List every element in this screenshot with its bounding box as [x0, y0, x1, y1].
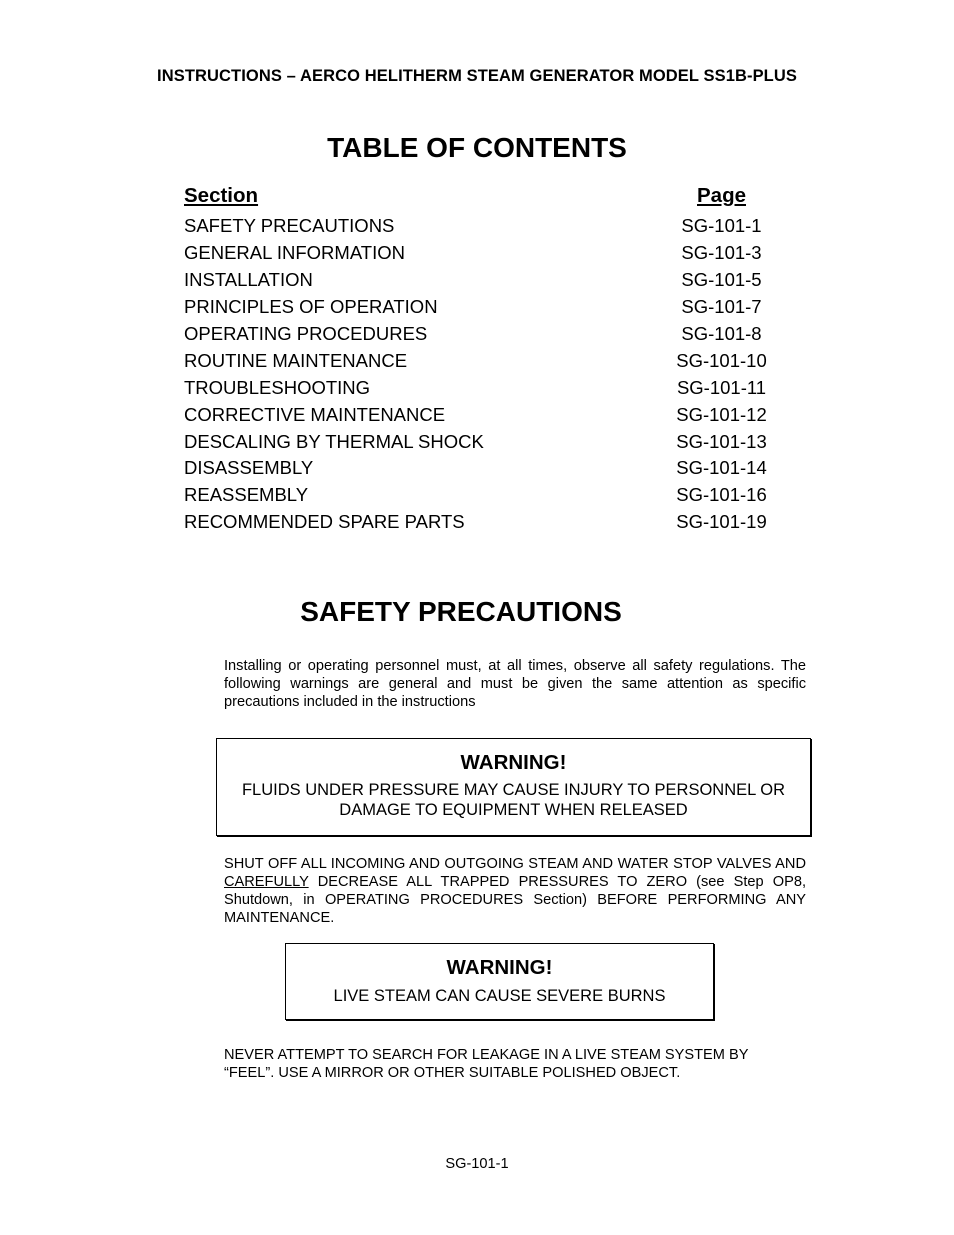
toc-section-heading: Section — [184, 184, 259, 207]
warning-box-pressure — [216, 738, 811, 836]
toc-row — [184, 377, 768, 404]
toc-section-name: CORRECTIVE MAINTENANCE — [184, 404, 446, 425]
toc-page-number: SG-101-1 — [681, 215, 762, 236]
toc-section-name: DISASSEMBLY — [184, 457, 314, 478]
warning-text-line: DAMAGE TO EQUIPMENT WHEN RELEASED — [339, 801, 688, 819]
toc-section-name: ROUTINE MAINTENANCE — [184, 350, 408, 371]
toc-row — [184, 457, 768, 484]
toc-page-number: SG-101-10 — [676, 350, 767, 371]
toc-page-number: SG-101-3 — [681, 242, 762, 263]
toc-page-number: SG-101-11 — [676, 377, 767, 398]
toc-section-name: TROUBLESHOOTING — [184, 377, 371, 398]
document-header: INSTRUCTIONS – AERCO HELITHERM STEAM GENERATOR MODEL SS1B-PLUS — [157, 67, 797, 85]
toc-row — [184, 350, 768, 377]
leak-search-line: “FEEL”. USE A MIRROR OR OTHER SUITABLE POLISHED OBJECT. — [224, 1065, 681, 1081]
warning-text-line: FLUIDS UNDER PRESSURE MAY CAUSE INJURY TO PERSONNEL OR — [241, 781, 786, 799]
toc-page-number: SG-101-16 — [676, 484, 767, 505]
toc-row — [184, 484, 768, 511]
toc-row — [184, 511, 768, 538]
toc-section-name: SAFETY PRECAUTIONS — [184, 215, 395, 236]
toc-section-name: RECOMMENDED SPARE PARTS — [184, 511, 465, 532]
toc-title: TABLE OF CONTENTS — [327, 132, 627, 163]
safety-title: SAFETY PRECAUTIONS — [300, 596, 622, 627]
warning-text-line: LIVE STEAM CAN CAUSE SEVERE BURNS — [333, 987, 666, 1005]
toc-page-heading: Page — [697, 184, 746, 207]
toc-page-number: SG-101-14 — [676, 457, 767, 478]
safety-intro-paragraph: Installing or operating personnel must, at all times, observe all safety regulations. The following warnings are general and must be given the same attention as specific precautions included in the instructions — [224, 658, 806, 710]
toc-row — [184, 242, 768, 269]
toc-row — [184, 404, 768, 431]
shutoff-paragraph — [224, 855, 806, 927]
toc-page-number: SG-101-19 — [676, 511, 767, 532]
toc-section-name: GENERAL INFORMATION — [184, 242, 405, 263]
toc-section-name: PRINCIPLES OF OPERATION — [184, 296, 438, 317]
toc-page-number: SG-101-7 — [681, 296, 762, 317]
toc-section-name: REASSEMBLY — [184, 484, 309, 505]
shutoff-emphasis: CAREFULLY — [224, 874, 309, 890]
toc-section-name: OPERATING PROCEDURES — [184, 323, 428, 344]
toc-section-name: INSTALLATION — [184, 269, 313, 290]
toc-page-number: SG-101-13 — [676, 431, 767, 452]
page-number-footer: SG-101-1 — [445, 1156, 509, 1172]
leak-search-line: NEVER ATTEMPT TO SEARCH FOR LEAKAGE IN A LIVE STEAM SYSTEM BY — [224, 1047, 749, 1063]
toc-page-number: SG-101-12 — [676, 404, 767, 425]
toc-page-number: SG-101-5 — [681, 269, 762, 290]
toc-row — [184, 431, 768, 458]
warning-title: WARNING! — [446, 956, 553, 979]
toc-page-number: SG-101-8 — [681, 323, 762, 344]
toc-section-name: DESCALING BY THERMAL SHOCK — [184, 431, 484, 452]
shutoff-text-end: DECREASE ALL TRAPPED PRESSURES TO ZERO (see Step OP8, Shutdown, in OPERATING PROCEDURES Section) BEFORE PERFORMING ANY MAINTENANCE. — [224, 874, 806, 926]
toc-row — [184, 323, 768, 350]
toc-row — [184, 215, 768, 242]
shutoff-text-start: SHUT OFF ALL INCOMING AND OUTGOING STEAM AND WATER STOP VALVES AND — [224, 856, 806, 872]
leak-search-paragraph — [224, 1046, 806, 1082]
toc-row — [184, 269, 768, 296]
toc-row — [184, 296, 768, 323]
warning-title: WARNING! — [460, 751, 567, 774]
warning-box-steam — [285, 943, 714, 1020]
